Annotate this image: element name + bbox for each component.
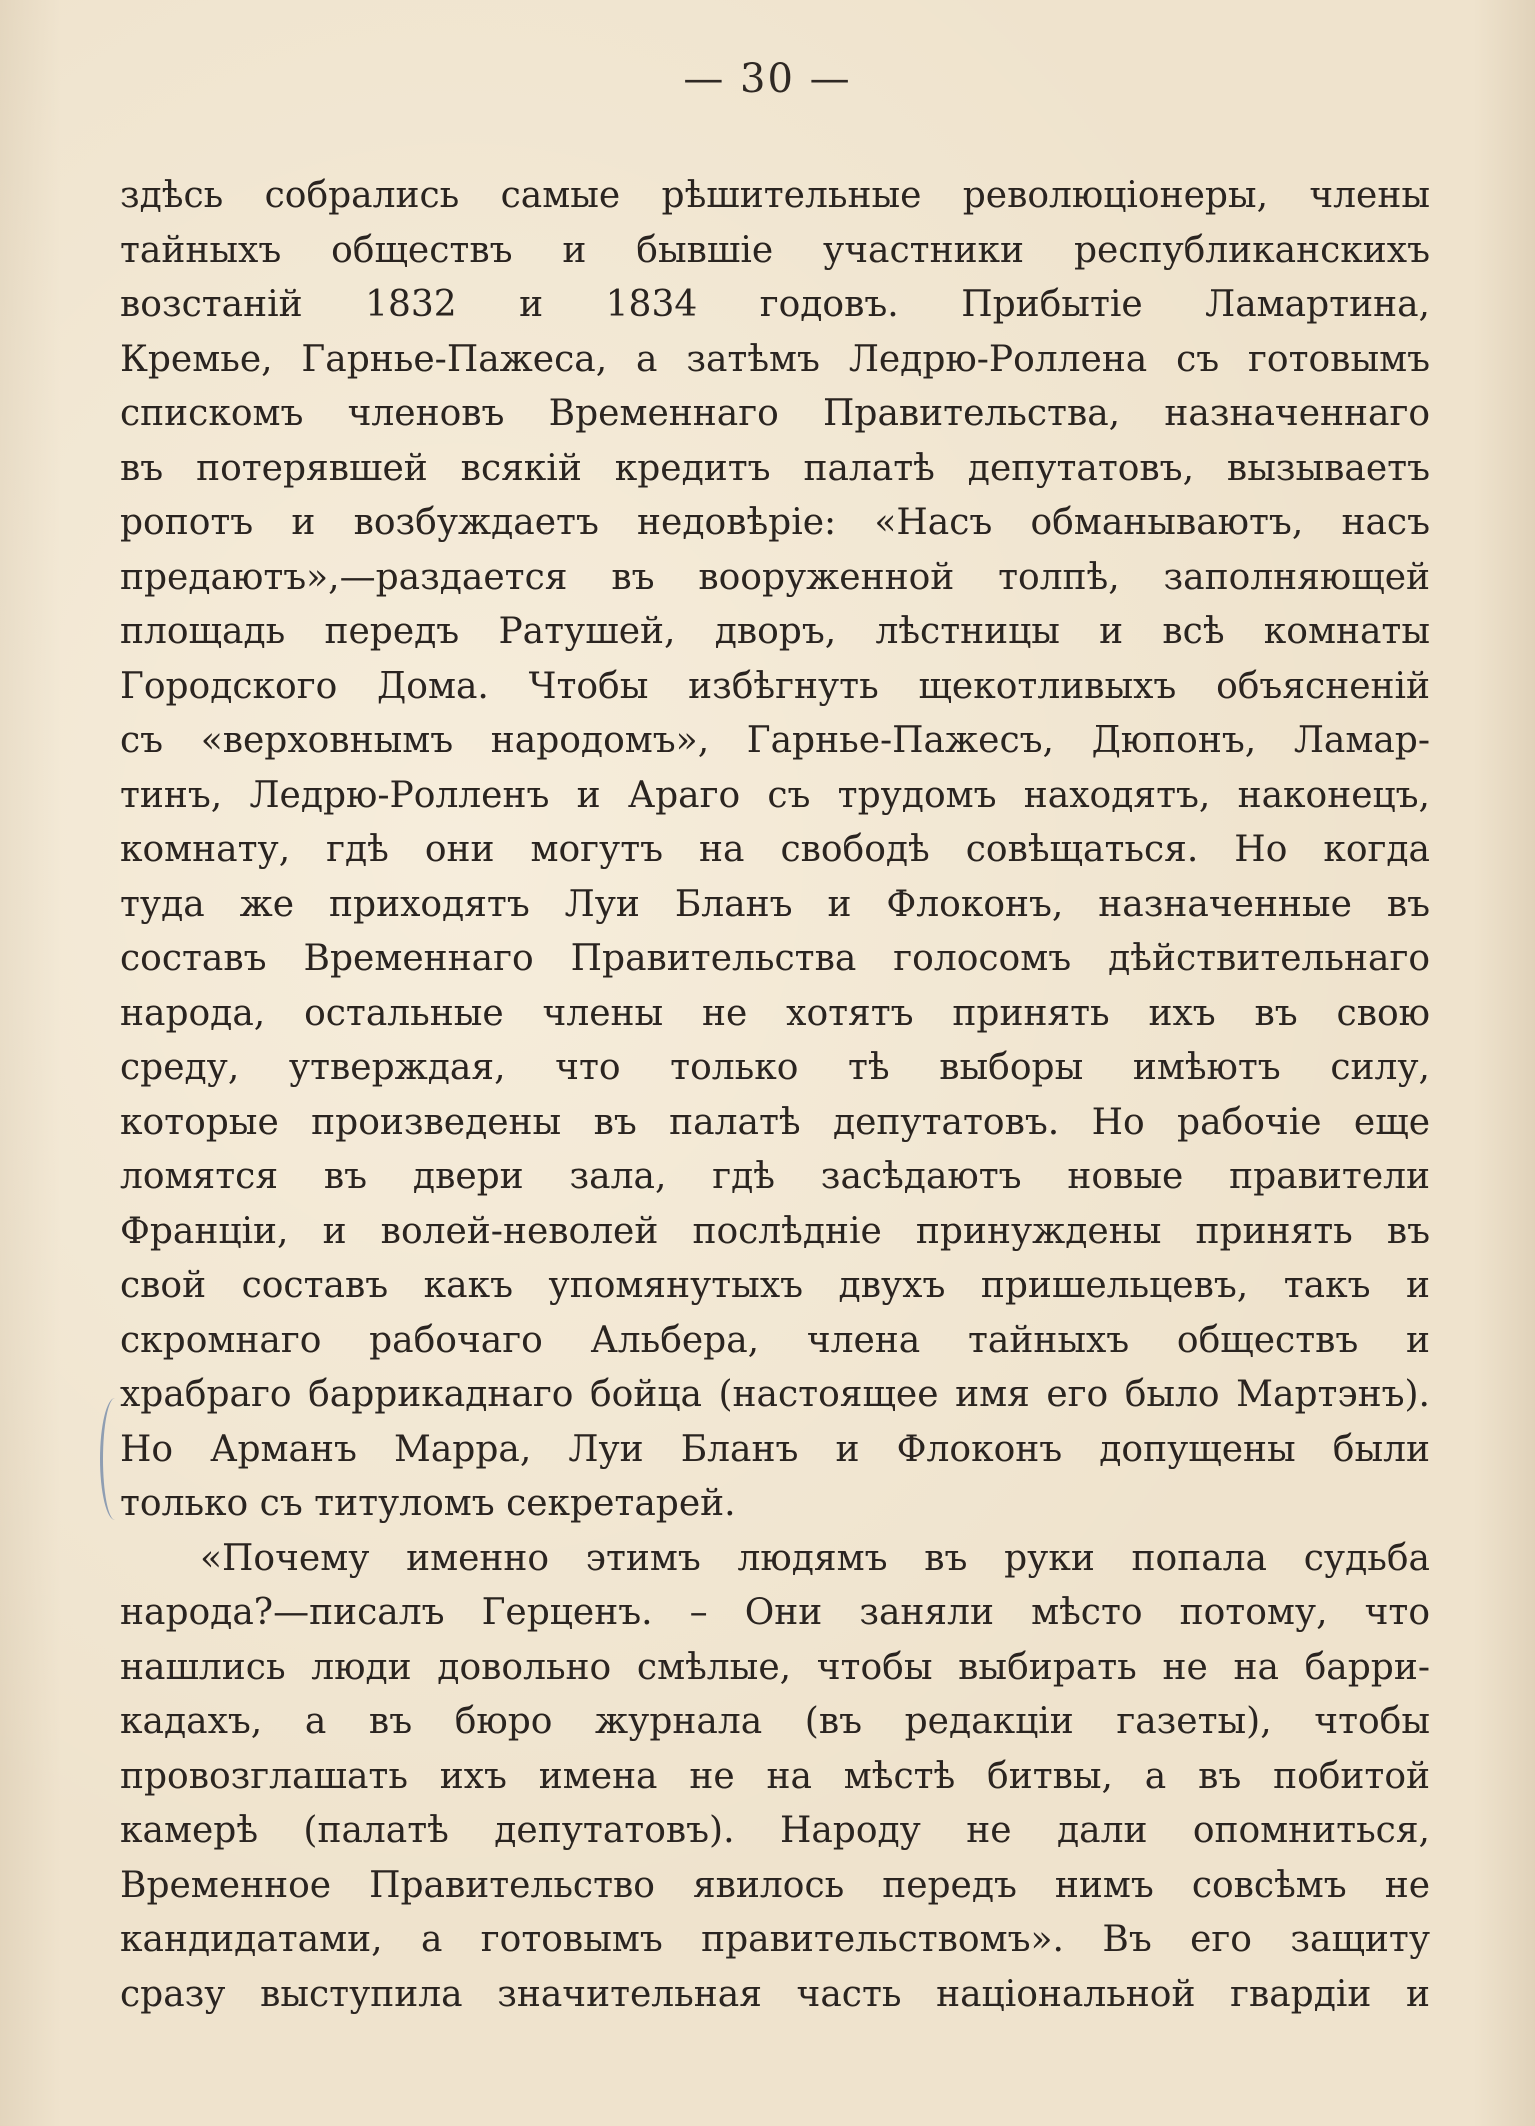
text-line: камерѣ (палатѣ депутатовъ). Народу не дали опомниться, xyxy=(120,1810,1430,1851)
text-line: сразу выступила значительная часть національной гвардіи и xyxy=(120,1973,1430,2015)
text-line: въ потерявшей всякій кредитъ палатѣ депутатовъ, вызываетъ xyxy=(120,447,1430,489)
text-line: возстаній 1832 и 1834 годовъ. Прибытіе Ламартина, xyxy=(120,284,1430,325)
text-line: спискомъ членовъ Временнаго Правительства, назначеннаго xyxy=(120,393,1430,434)
text-line: среду, утверждая, что только тѣ выборы имѣютъ силу, xyxy=(120,1047,1430,1088)
text-line: ропотъ и возбуждаетъ недовѣріе: «Насъ обманываютъ, насъ xyxy=(120,502,1430,543)
text-line: скромнаго рабочаго Альбера, члена тайныхъ обществъ и xyxy=(120,1319,1430,1361)
text-line: составъ Временнаго Правительства голосомъ дѣйствительнаго xyxy=(120,938,1430,979)
text-line: свой составъ какъ упомянутыхъ двухъ пришельцевъ, такъ и xyxy=(120,1265,1430,1306)
text-line: тайныхъ обществъ и бывшіе участники республиканскихъ xyxy=(120,229,1430,271)
text-line: народа, остальные члены не хотятъ принять ихъ въ свою xyxy=(120,992,1430,1034)
text-line: кандидатами, а готовымъ правительствомъ». Въ его защиту xyxy=(120,1919,1430,1960)
text-line: только съ титуломъ секретарей. xyxy=(120,1483,736,1524)
text-line: тинъ, Ледрю-Ролленъ и Араго съ трудомъ находятъ, наконецъ, xyxy=(120,774,1430,816)
text-line: народа?—писалъ Герценъ. – Они заняли мѣсто потому, что xyxy=(120,1592,1430,1633)
text-line: съ «верховнымъ народомъ», Гарнье-Пажесъ, Дюпонъ, Ламар- xyxy=(120,720,1430,761)
text-line: кадахъ, а въ бюро журнала (въ редакціи газеты), чтобы xyxy=(120,1701,1430,1742)
text-line: нашлись люди довольно смѣлые, чтобы выбирать не на барри- xyxy=(120,1646,1430,1688)
text-line: здѣсь собрались самые рѣшительные революціонеры, члены xyxy=(120,175,1430,216)
text-line: которые произведены въ палатѣ депутатовъ. Но рабочіе еще xyxy=(120,1101,1430,1143)
text-line: площадь передъ Ратушей, дворъ, лѣстницы и всѣ комнаты xyxy=(120,611,1430,652)
text-line: «Почему именно этимъ людямъ въ руки попала судьба xyxy=(200,1537,1430,1579)
text-line: комнату, гдѣ они могутъ на свободѣ совѣщаться. Но когда xyxy=(120,829,1430,870)
body-text xyxy=(120,169,1430,2022)
text-line: Франціи, и волей-неволей послѣдніе принуждены принять въ xyxy=(120,1210,1430,1252)
text-line: Но Арманъ Марра, Луи Бланъ и Флоконъ допущены были xyxy=(120,1428,1430,1470)
text-line: храбраго баррикаднаго бойца (настоящее имя его было Мартэнъ). xyxy=(120,1374,1430,1415)
page-number: — 30 — xyxy=(683,56,852,102)
text-line: туда же приходятъ Луи Бланъ и Флоконъ, назначенные въ xyxy=(120,883,1430,925)
text-line: Временное Правительство явилось передъ нимъ совсѣмъ не xyxy=(120,1864,1430,1906)
text-line: Городского Дома. Чтобы избѣгнуть щекотливыхъ объясненій xyxy=(120,665,1430,707)
text-line: провозглашать ихъ имена не на мѣстѣ битвы, а въ побитой xyxy=(120,1755,1430,1797)
text-line: предаютъ»,—раздается въ вооруженной толпѣ, заполняющей xyxy=(120,556,1430,598)
text-line: ломятся въ двери зала, гдѣ засѣдаютъ новые правители xyxy=(120,1156,1430,1197)
text-line: Кремье, Гарнье-Пажеса, а затѣмъ Ледрю-Роллена съ готовымъ xyxy=(120,338,1430,380)
